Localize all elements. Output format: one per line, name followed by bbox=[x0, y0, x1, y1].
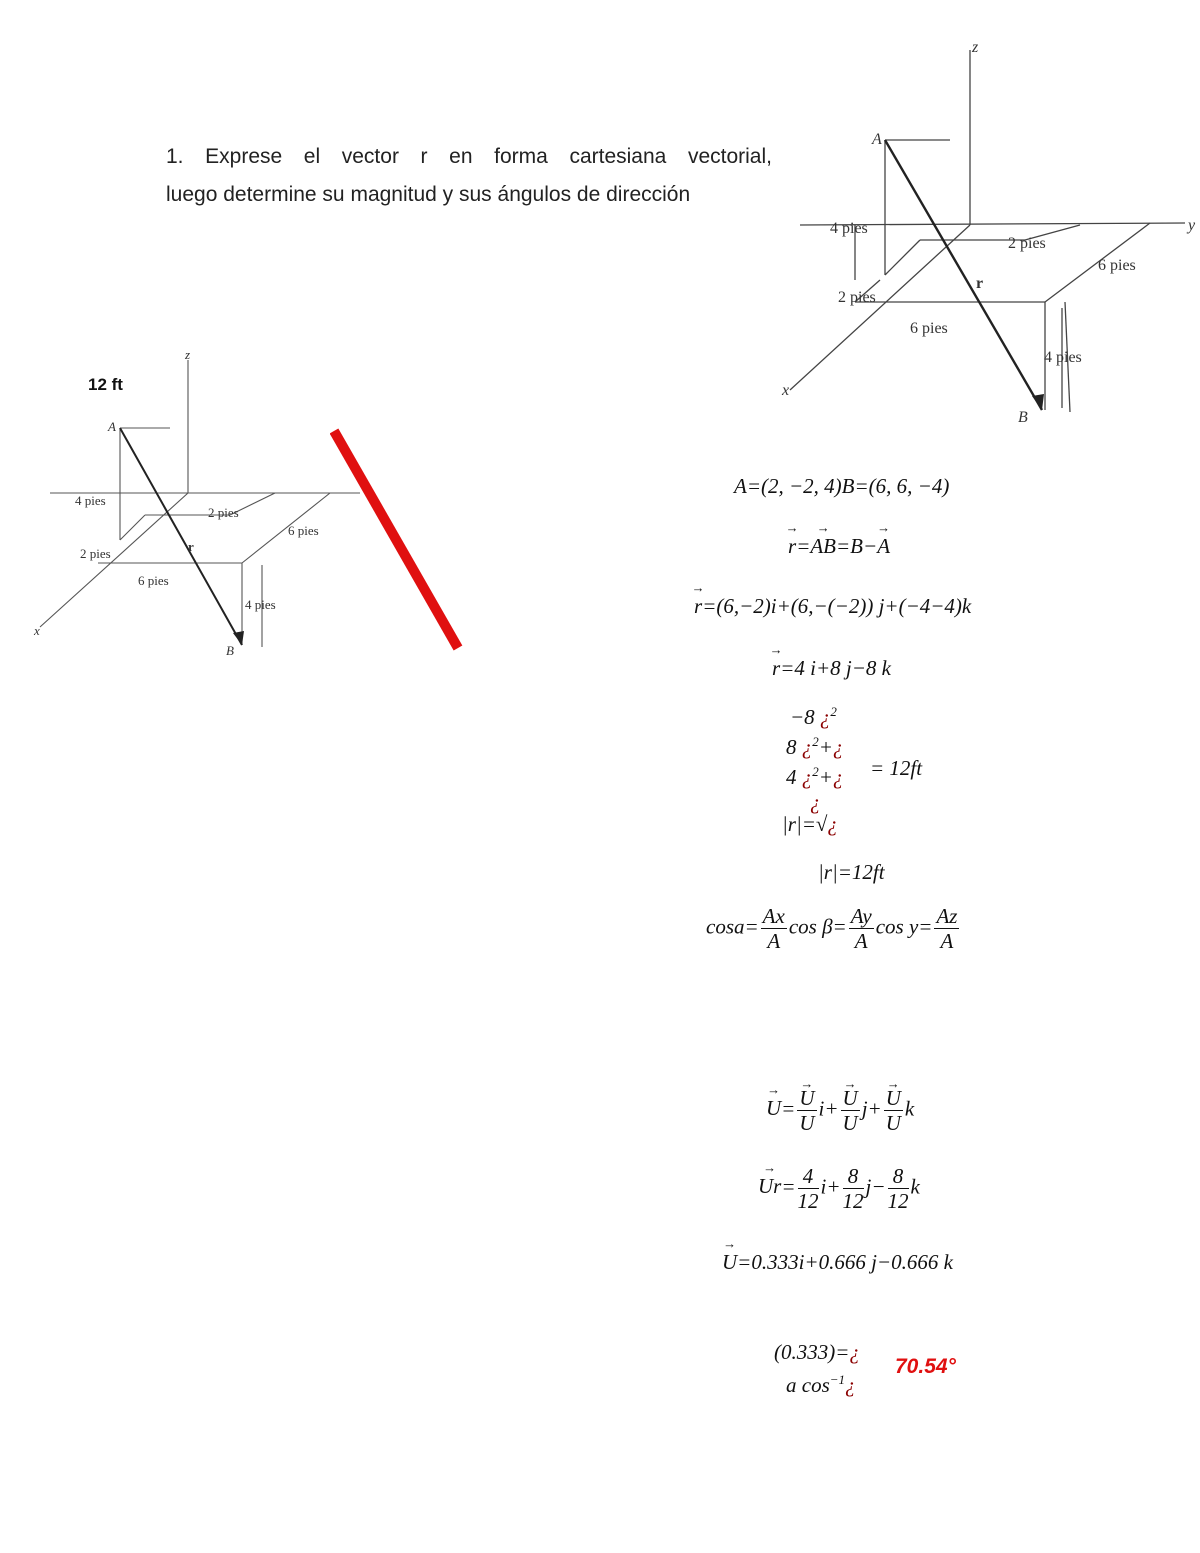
eq-mag-line-4: ¿ bbox=[810, 790, 821, 814]
label-x-axis-small: x bbox=[34, 623, 40, 638]
label-b-small: B bbox=[226, 643, 234, 658]
magnitude-note: 12 ft bbox=[88, 375, 123, 394]
eq-mag-sqrt: |r|=√¿ bbox=[782, 812, 838, 836]
label-b: B bbox=[1018, 409, 1028, 426]
eq-r-result: → r=4 i+8 j−8 k bbox=[772, 656, 891, 681]
vector-r-line bbox=[885, 140, 1042, 410]
red-slash-mark bbox=[330, 428, 470, 653]
dim-2-y: 2 pies bbox=[1008, 235, 1046, 252]
dim-4-bottom-small: 4 pies bbox=[245, 597, 276, 612]
diagram-large-svg bbox=[780, 40, 1200, 430]
r-vec: → r bbox=[788, 534, 796, 559]
eq-mag-line-3: 4 ¿$^2$+¿ bbox=[786, 764, 844, 789]
eq-mag-equals: = 12ft bbox=[870, 756, 923, 780]
dim-2-y-small: 2 pies bbox=[208, 505, 239, 520]
eq-angle-line-1: (0.333)=¿ bbox=[774, 1340, 860, 1364]
label-a: A bbox=[872, 131, 882, 148]
label-r-small: r bbox=[188, 539, 194, 554]
eq-angle-line-2: a $\cos^{-1}¿$ bbox=[786, 1372, 856, 1397]
diagram-large bbox=[780, 40, 1200, 430]
eq-r-definition: → r=→ AB=B−→ A bbox=[788, 534, 890, 559]
dim-2-x-small: 2 pies bbox=[80, 546, 111, 561]
dim-6-y: 6 pies bbox=[1098, 257, 1136, 274]
eq-r-components: → r=(6,−2)i+(6,−(−2)) j+(−4−4)k bbox=[694, 594, 971, 619]
eq-unit-vector-general: → U= → $\frac{U}{U}$ i+ → $\frac{U}{U}$ j+ → $\frac{U}{U}$ k bbox=[766, 1086, 914, 1135]
eq-mag-line-2: 8 ¿$^2$+¿ bbox=[786, 734, 844, 759]
problem-line-2: luego determine su magnitud y sus ángulos de dirección bbox=[166, 183, 691, 206]
problem-statement bbox=[166, 138, 772, 214]
dim-4-top: 4 pies bbox=[830, 220, 868, 237]
dim-4-top-small: 4 pies bbox=[75, 493, 106, 508]
label-y-axis: y bbox=[1188, 217, 1196, 234]
label-r: r bbox=[976, 275, 984, 292]
label-z-axis-small: z bbox=[185, 347, 191, 362]
label-a-small: A bbox=[108, 419, 116, 434]
problem-line-1: 1. Exprese el vector r en forma cartesiana vectorial, bbox=[166, 145, 772, 168]
eq-unit-vector-result: → U=0.333i+0.666 j−0.666 k bbox=[722, 1250, 953, 1275]
eq-direction-cosines: cosa= $\frac{Ax}{A}$ cos β= $\frac{Ay}{A}$ cos y= $\frac{Az}{A}$ bbox=[706, 904, 958, 953]
eq-points: A=(2, −2, 4)B=(6, 6, −4) bbox=[734, 474, 950, 498]
diagram-small bbox=[30, 345, 370, 660]
eq-unit-vector-r: → Ur= $\frac{4}{12}$ i+ $\frac{8}{12}$ j− $\frac{8}{12}$ k bbox=[758, 1164, 920, 1213]
label-x-axis: x bbox=[782, 382, 790, 399]
a-vec: → A bbox=[877, 534, 890, 559]
dim-6-x-small: 6 pies bbox=[138, 573, 169, 588]
diagram-small-svg bbox=[30, 345, 370, 660]
dim-6-y-small: 6 pies bbox=[288, 523, 319, 538]
angle-answer: 70.54° bbox=[895, 1355, 956, 1378]
dim-2-x: 2 pies bbox=[838, 289, 876, 306]
dim-4-bottom: 4 pies bbox=[1044, 349, 1082, 366]
eq-mag-line-1: −8 ¿$^2$ bbox=[790, 704, 837, 729]
label-z-axis: z bbox=[972, 40, 979, 56]
eq-mag-result: |r|=12ft bbox=[818, 860, 885, 884]
vector-r-line-small bbox=[120, 428, 242, 645]
dim-6-x: 6 pies bbox=[910, 320, 948, 337]
ab-vec: → AB bbox=[810, 534, 836, 559]
vector-r-arrowhead bbox=[1032, 394, 1044, 410]
